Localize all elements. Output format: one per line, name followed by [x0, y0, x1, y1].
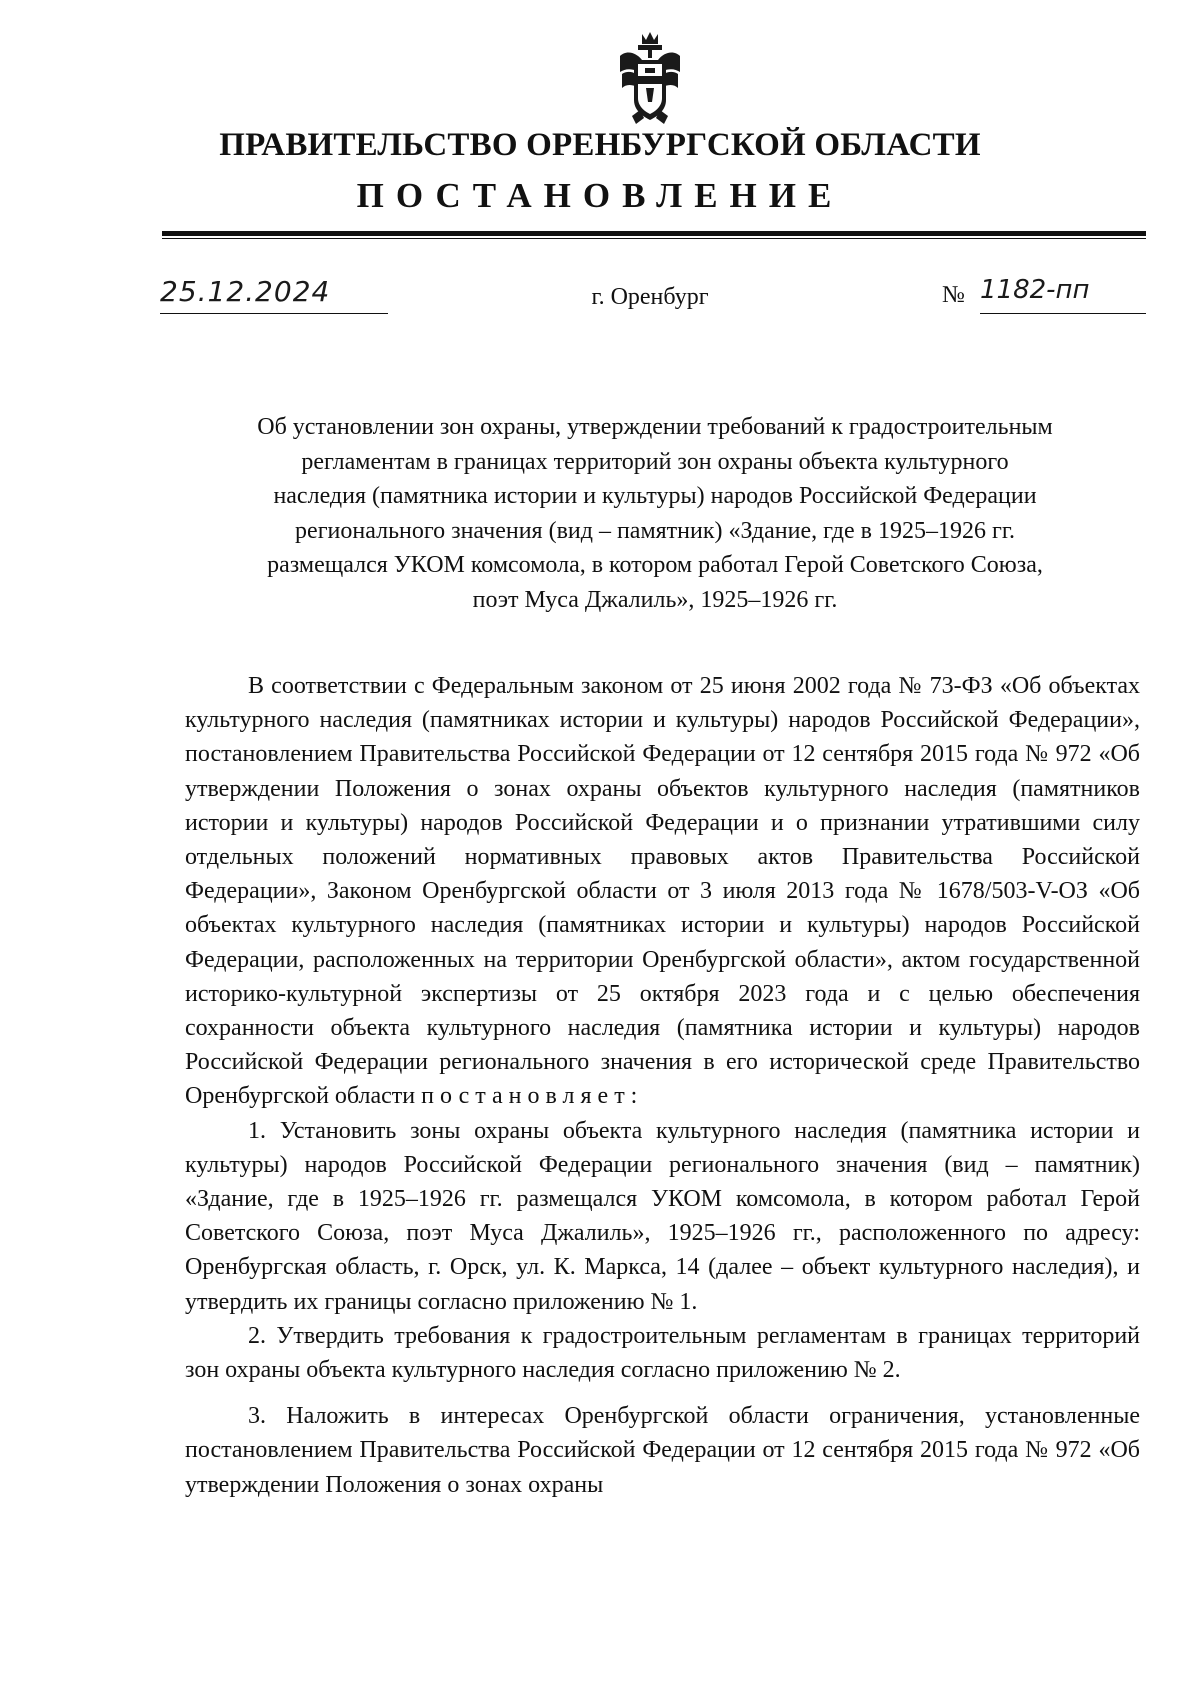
subject-line: размещался УКОМ комсомола, в котором работал Герой Советского Союза,: [267, 552, 1043, 578]
document-number-label: №: [942, 282, 965, 308]
document-subject: [175, 410, 1135, 617]
decree-word: постановляет:: [421, 1083, 644, 1110]
subject-line: регионального значения (вид – памятник) «Здание, где в 1925–1926 гг.: [295, 517, 1015, 544]
subject-line: поэт Муса Джалиль», 1925–1926 гг.: [472, 586, 838, 613]
preamble-text: В соответствии с Федеральным законом от 25 июня 2002 года № 73-ФЗ «Об объектах культурного наследия (памятниках истории и культуры) народов Российской Федерации», постановлением Правительства Российской Федерации от 12 сентября 2015 года № 972 «Об утверждении Положения о зонах охраны объектов культурного наследия (памятников истории и культуры) народов Российской Федерации и о признании утратившими силу отдельных положений нормативных правовых актов Правительства Российской Федерации», Законом Оренбургской области от 3 июля 2013 года № 1678/503-V-ОЗ «Об объектах культурного наследия (памятниках истории и культуры) народов Российской Федерации, расположенных на территории Оренбургской области», актом государственной историко-культурной экспертизы от 25 октября 2023 года и с целью обеспечения сохранности объекта культурного наследия (памятника истории и культуры) народов Российской Федерации регионального значения в его исторической среде Правительство Оренбургской области: [185, 673, 1140, 1110]
subject-line: регламентам в границах территорий зон охраны объекта культурного: [301, 448, 1009, 475]
document-type: ПОСТАНОВЛЕНИЕ: [356, 176, 844, 215]
document-date: 25.12.2024: [160, 275, 388, 314]
header-divider-thick: [162, 231, 1146, 236]
preamble-paragraph: [185, 669, 1140, 1114]
coat-of-arms-icon: [612, 30, 688, 126]
document-body: [185, 669, 1140, 1502]
clause-paragraph: 2. Утвердить требования к градостроительным регламентам в границах территорий зон охраны объекта культурного наследия согласно приложению № 2.: [185, 1322, 1140, 1384]
clause-paragraph: 1. Установить зоны охраны объекта культурного наследия (памятника истории и культуры) народов Российской Федерации регионального значения (вид – памятник) «Здание, где в 1925–1926 гг. размещался УКОМ комсомола, в котором работал Герой Советского Союза, поэт Муса Джалиль», 1925–1926 гг., расположенного по адресу: Оренбургская область, г. Орск, ул. К. Маркса, 14 (далее – объект культурного наследия), и утвердить их границы согласно приложению № 1.: [185, 1117, 1140, 1315]
document-number: 1182-пп: [980, 275, 1146, 314]
header-divider-thin: [162, 238, 1146, 239]
subject-line: наследия (памятника истории и культуры) народов Российской Федерации: [273, 483, 1037, 509]
document-city: г. Оренбург: [591, 284, 709, 310]
subject-line: Об установлении зон охраны, утверждении требований к градостроительным: [257, 414, 1053, 440]
organization-name: ПРАВИТЕЛЬСТВО ОРЕНБУРГСКОЙ ОБЛАСТИ: [219, 127, 981, 163]
clause-paragraph: 3. Наложить в интересах Оренбургской области ограничения, установленные постановлением Правительства Российской Федерации от 12 сентября 2015 года № 972 «Об утверждении Положения о зонах охраны: [185, 1403, 1140, 1498]
